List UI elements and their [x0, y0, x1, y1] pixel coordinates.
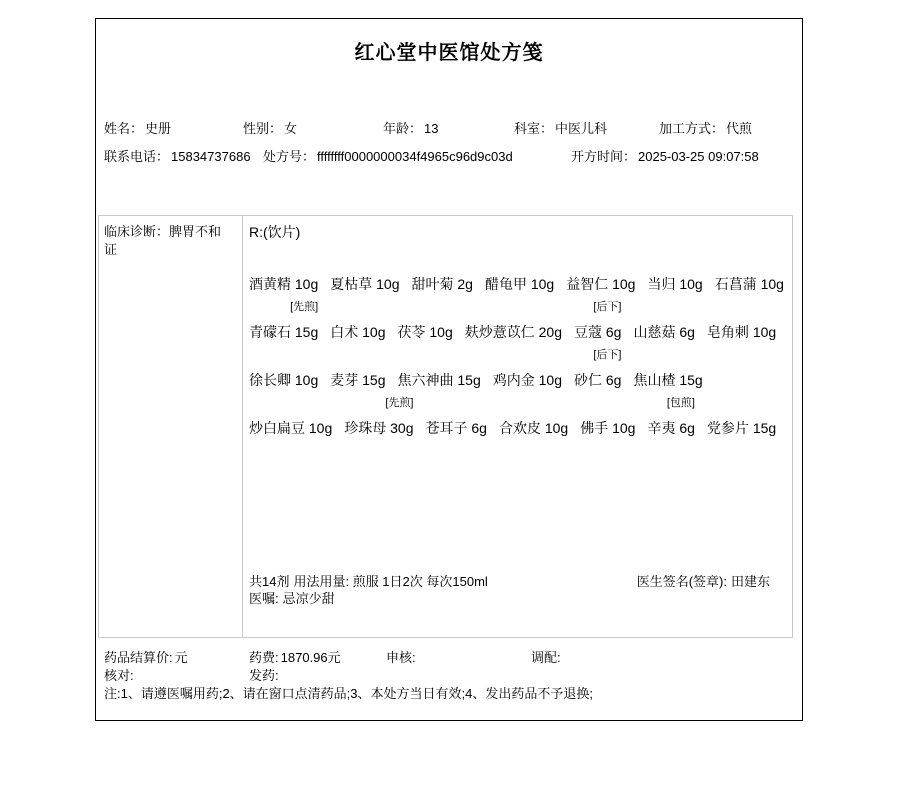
medicine-item	[249, 244, 318, 292]
medicine-name-dose: 炒白扁豆 10g	[249, 420, 333, 436]
medicine-item	[426, 388, 487, 436]
rx-usage	[249, 573, 488, 590]
rx-summary-line	[249, 573, 792, 590]
medicine-name-dose: 皂角刺 10g	[706, 324, 777, 340]
medical-advice	[249, 590, 792, 607]
medicine-item	[249, 388, 332, 436]
medicine-name-dose: 甜叶菊 2g	[411, 276, 473, 292]
medicine-name-dose: 佛手 10g	[580, 420, 636, 436]
medicine-item	[574, 292, 621, 340]
field-value: 元	[174, 650, 188, 665]
field-label: 药品结算价:	[104, 650, 173, 665]
field-value: 13	[424, 121, 439, 136]
prescription-sheet	[95, 18, 803, 721]
field-value: 女	[284, 121, 298, 136]
medicine-item	[398, 340, 481, 388]
field-label: 姓名：	[104, 121, 144, 136]
medicine-name-dose: 徐长卿 10g	[249, 372, 319, 388]
field-age	[383, 121, 514, 137]
field-value: 15834737686	[171, 149, 251, 164]
field-issue	[249, 668, 281, 684]
medicine-item	[715, 244, 784, 292]
medicine-decoction-note	[465, 292, 562, 314]
medicine-name-dose: 酒黄精 10g	[249, 276, 319, 292]
field-name	[104, 121, 243, 137]
field-label: 处方号：	[263, 149, 316, 164]
medicine-decoction-note: [后下]	[593, 301, 622, 313]
medicine-name-dose: 山慈菇 6g	[633, 324, 695, 340]
medicine-item	[647, 244, 702, 292]
rx-usage-text: 用法用量: 煎服 1日2次 每次150ml	[293, 574, 488, 589]
medicine-decoction-note	[426, 388, 487, 410]
medicine-name-dose: 砂仁 6g	[574, 372, 622, 388]
field-medicine-fee	[249, 650, 386, 666]
field-value: ffffffff0000000034f4965c96d9c03d	[317, 149, 513, 164]
medicine-decoction-note	[249, 340, 318, 362]
rx-row	[249, 244, 792, 292]
medicine-name-dose: 白术 10g	[330, 324, 386, 340]
field-label: 加工方式：	[659, 121, 725, 136]
medicine-name-dose: 石菖蒲 10g	[714, 276, 784, 292]
medicine-name-dose: 麸炒薏苡仁 20g	[464, 324, 562, 340]
field-value: 代煎	[726, 121, 753, 136]
medicine-decoction-note	[707, 292, 776, 314]
prescription-table	[98, 215, 793, 638]
field-settlement-price	[104, 650, 249, 666]
footer-row-0	[104, 650, 794, 666]
footer-row-1	[104, 668, 794, 684]
field-department	[514, 121, 659, 137]
field-value: 2025-03-25 09:07:58	[638, 149, 759, 164]
medicine-decoction-note	[330, 340, 385, 362]
medicine-decoction-note: [先煎]	[290, 301, 319, 313]
rx-row	[249, 340, 792, 388]
field-prescription-time	[571, 149, 759, 165]
medicine-item	[249, 340, 318, 388]
field-label: 年龄：	[383, 121, 423, 136]
field-processing	[659, 121, 752, 137]
medicine-decoction-note	[412, 244, 473, 266]
medicine-decoction-note	[647, 244, 702, 266]
medicine-item	[633, 340, 702, 388]
medicine-item	[330, 340, 385, 388]
patient-row-1	[104, 149, 794, 165]
diagnosis-label: 临床诊断：	[104, 224, 170, 239]
medicine-name-dose: 焦六神曲 15g	[397, 372, 481, 388]
field-gender	[243, 121, 383, 137]
medicine-decoction-note: [后下]	[593, 349, 622, 361]
medicine-item	[580, 388, 635, 436]
doctor-signature-label: 医生签名(签章):	[636, 574, 727, 589]
medicine-decoction-note	[249, 244, 318, 266]
advice-value: 忌凉少甜	[282, 591, 335, 606]
medicine-item	[344, 388, 413, 436]
medicine-decoction-note	[715, 244, 784, 266]
field-label: 调配:	[531, 650, 561, 665]
field-value: 1870.96元	[280, 650, 341, 665]
patient-row-0	[104, 121, 794, 137]
medicine-decoction-note	[633, 292, 694, 314]
medicine-name-dose: 茯苓 10g	[397, 324, 453, 340]
medicine-item	[330, 292, 385, 340]
medicine-decoction-note	[707, 388, 776, 410]
field-label: 申核:	[386, 650, 416, 665]
page-title: 红心堂中医馆处方笺	[354, 42, 544, 64]
medicine-decoction-note	[249, 388, 332, 410]
footer-note: 注:1、请遵医嘱用药;2、请在窗口点清药品;3、本处方当日有效;4、发出药品不予退换;	[104, 686, 593, 701]
medicine-decoction-note	[330, 244, 399, 266]
medicine-item	[465, 292, 562, 340]
medicine-item	[493, 340, 562, 388]
medicine-name-dose: 麦芽 15g	[330, 372, 386, 388]
medicine-item	[574, 340, 621, 388]
field-value: 史册	[145, 121, 172, 136]
rx-header: R:(饮片)	[249, 224, 301, 240]
medicine-item	[566, 244, 635, 292]
rx-rows	[249, 244, 792, 436]
medicine-name-dose: 党参片 15g	[706, 420, 777, 436]
medicine-decoction-note	[398, 340, 481, 362]
medicine-name-dose: 苍耳子 6g	[425, 420, 487, 436]
rx-dose-count: 共14剂	[249, 574, 290, 589]
medicine-name-dose: 鸡内金 10g	[492, 372, 562, 388]
medicine-item	[330, 244, 399, 292]
field-label: 药费:	[249, 650, 279, 665]
medicine-decoction-note	[485, 244, 554, 266]
medicine-name-dose: 焦山楂 15g	[633, 372, 703, 388]
medicine-name-dose: 辛夷 6g	[647, 420, 695, 436]
rx-bottom	[249, 573, 792, 607]
field-value: 中医儿科	[555, 121, 608, 136]
medicine-decoction-note: [先煎]	[385, 397, 414, 409]
medicine-item	[412, 244, 473, 292]
medicine-item	[249, 292, 318, 340]
rx-cell	[243, 215, 793, 638]
medicine-decoction-note: [包煎]	[666, 397, 695, 409]
rx-row	[249, 292, 792, 340]
medicine-name-dose: 青礞石 15g	[249, 324, 319, 340]
field-label: 发药:	[249, 668, 279, 683]
medicine-name-dose: 珍珠母 30g	[344, 420, 414, 436]
field-review	[386, 650, 531, 666]
advice-label: 医嘱:	[249, 591, 279, 606]
medicine-item	[647, 388, 694, 436]
medicine-decoction-note	[580, 388, 635, 410]
medicine-name-dose: 豆蔻 6g	[574, 324, 622, 340]
medicine-name-dose: 当归 10g	[647, 276, 703, 292]
field-dispense	[531, 650, 563, 666]
diagnosis-value: 脾胃不和证	[104, 224, 222, 257]
doctor-signature	[637, 573, 770, 590]
field-label: 核对:	[104, 668, 134, 683]
field-prescription-no	[263, 149, 571, 165]
field-phone	[104, 149, 263, 165]
rx-row	[249, 388, 792, 436]
medicine-name-dose: 益智仁 10g	[566, 276, 636, 292]
medicine-name-dose: 醋龟甲 10g	[484, 276, 555, 292]
medicine-item	[707, 292, 776, 340]
medicine-decoction-note	[499, 388, 568, 410]
medicine-decoction-note	[566, 244, 635, 266]
medicine-decoction-note	[493, 340, 562, 362]
medicine-item	[707, 388, 776, 436]
field-label: 联系电话：	[104, 149, 170, 164]
medicine-decoction-note	[330, 292, 385, 314]
field-label: 科室：	[514, 121, 554, 136]
field-label: 性别：	[243, 121, 283, 136]
medicine-name-dose: 合欢皮 10g	[498, 420, 569, 436]
medicine-item	[485, 244, 554, 292]
medicine-item	[633, 292, 694, 340]
field-label: 开方时间：	[571, 149, 637, 164]
diagnosis-cell	[98, 215, 243, 638]
medicine-item	[398, 292, 453, 340]
medicine-decoction-note	[398, 292, 453, 314]
doctor-name: 田建东	[730, 574, 770, 589]
field-check	[104, 668, 249, 684]
medicine-decoction-note	[633, 340, 702, 362]
medicine-name-dose: 夏枯草 10g	[330, 276, 400, 292]
medicine-item	[499, 388, 568, 436]
